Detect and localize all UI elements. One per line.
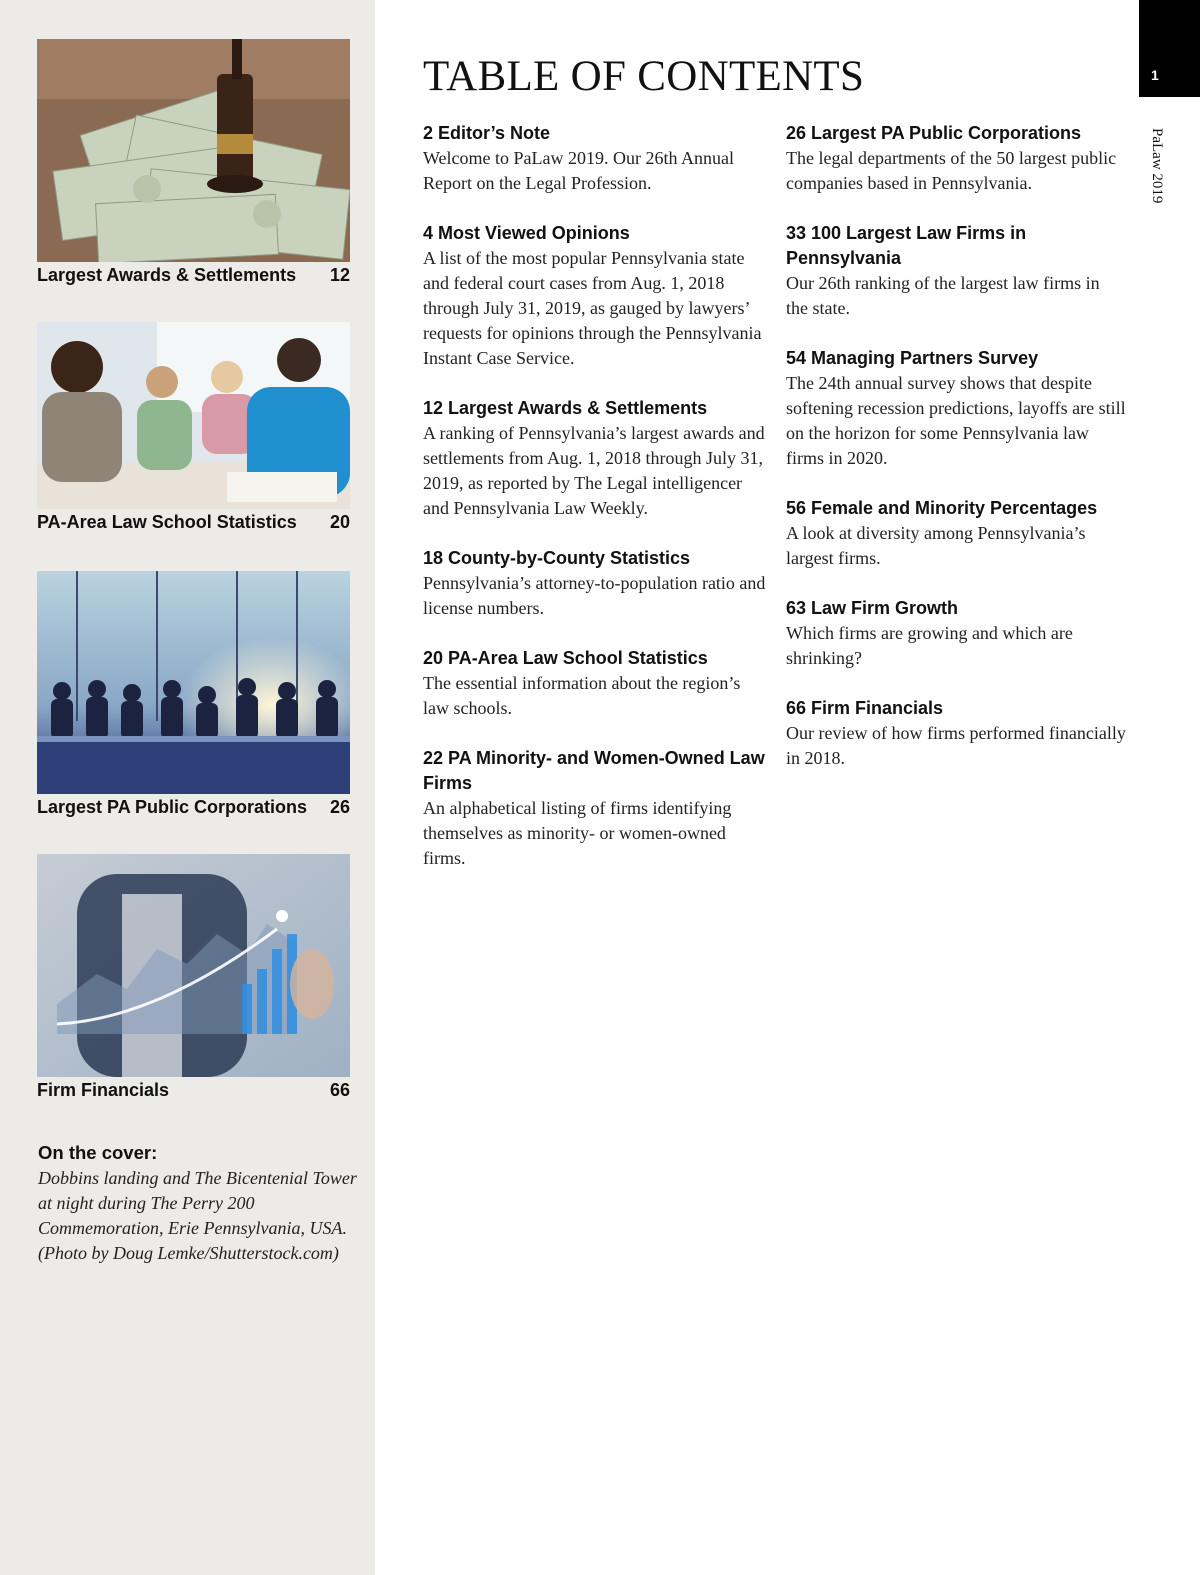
cover-label: On the cover: xyxy=(38,1142,158,1163)
feature-label: Largest PA Public Corporations xyxy=(37,797,308,817)
toc-heading: 18 County-by-County Statistics xyxy=(423,548,691,568)
toc-heading: 12 Largest Awards & Settlements xyxy=(423,398,708,418)
toc-column-left xyxy=(423,121,768,896)
toc-description: An alphabetical listing of firms identifying themselves as minority- or women-owned firms. xyxy=(423,798,732,868)
toc-description: The 24th annual survey shows that despite softening recession predictions, layoffs are still on the horizon for some Pennsylvania law firms in 2020. xyxy=(786,373,1126,468)
toc-description: A look at diversity among Pennsylvania’s largest firms. xyxy=(786,523,1086,568)
toc-entry[interactable] xyxy=(423,121,768,196)
toc-heading: 54 Managing Partners Survey xyxy=(786,348,1039,368)
toc-description: The legal departments of the 50 largest public companies based in Pennsylvania. xyxy=(786,148,1117,193)
toc-entry[interactable] xyxy=(423,746,768,871)
toc-entry[interactable] xyxy=(786,596,1126,671)
students-in-classroom-photo xyxy=(37,322,350,509)
feature-public-corporations[interactable] xyxy=(37,571,350,818)
toc-heading: 33 100 Largest Law Firms in Pennsylvania xyxy=(786,223,1027,268)
page-title: TABLE OF CONTENTS xyxy=(423,53,865,100)
feature-page-number: 26 xyxy=(329,797,350,817)
toc-heading: 63 Law Firm Growth xyxy=(786,598,959,618)
cover-note xyxy=(38,1142,358,1266)
toc-entry[interactable] xyxy=(786,346,1126,471)
toc-entry[interactable] xyxy=(423,396,768,521)
business-meeting-silhouettes-photo xyxy=(37,571,350,794)
toc-description: A list of the most popular Pennsylvania state and federal court cases from Aug. 1, 2018 through July 31, 2019, as gauged by lawyers’ requests for opinions through the Pennsylvania Instant Case Service. xyxy=(423,248,762,368)
feature-firm-financials[interactable] xyxy=(37,854,350,1101)
page-number-tab xyxy=(1139,0,1200,97)
cover-text: Dobbins landing and The Bicentenial Tower at night during The Perry 200 Commemoration, Erie Pennsylvania, USA. (Photo by Doug Lemke/Shutterstock.com) xyxy=(38,1168,357,1263)
feature-page-number: 66 xyxy=(329,1080,350,1100)
page-number: 1 xyxy=(1151,67,1159,83)
toc-heading: 66 Firm Financials xyxy=(786,698,944,718)
toc-description: A ranking of Pennsylvania’s largest awards and settlements from Aug. 1, 2018 through July 31, 2019, as reported by The Legal intelligencer and Pennsylvania Law Weekly. xyxy=(423,423,765,518)
feature-awards-settlements[interactable] xyxy=(37,39,350,286)
toc-entry[interactable] xyxy=(786,496,1126,571)
toc-entry[interactable] xyxy=(423,546,768,621)
toc-heading: 2 Editor’s Note xyxy=(423,123,551,143)
toc-entry[interactable] xyxy=(786,221,1126,321)
toc-description: Pennsylvania’s attorney-to-population ratio and license numbers. xyxy=(423,573,766,618)
feature-label: Largest Awards & Settlements xyxy=(37,265,297,285)
toc-heading: 22 PA Minority- and Women-Owned Law Firms xyxy=(423,748,765,793)
feature-label: Firm Financials xyxy=(37,1080,170,1100)
toc-description: Our 26th ranking of the largest law firms in the state. xyxy=(786,273,1100,318)
running-head-text: PaLaw 2019 xyxy=(1149,128,1165,204)
toc-heading: 56 Female and Minority Percentages xyxy=(786,498,1098,518)
sidebar xyxy=(0,0,375,1575)
toc-description: Our review of how firms performed financially in 2018. xyxy=(786,723,1126,768)
toc-description: Welcome to PaLaw 2019. Our 26th Annual Report on the Legal Profession. xyxy=(423,148,734,193)
toc-entry[interactable] xyxy=(423,221,768,371)
feature-page-number: 12 xyxy=(329,265,350,285)
toc-description: Which firms are growing and which are shrinking? xyxy=(786,623,1073,668)
feature-law-school-statistics[interactable] xyxy=(37,322,350,533)
feature-page-number: 20 xyxy=(329,512,350,532)
toc-entry[interactable] xyxy=(423,646,768,721)
toc-heading: 4 Most Viewed Opinions xyxy=(423,223,630,243)
financial-growth-chart-photo xyxy=(37,854,350,1077)
feature-label: PA-Area Law School Statistics xyxy=(37,512,297,532)
toc-heading: 20 PA-Area Law School Statistics xyxy=(423,648,708,668)
toc-description: The essential information about the region’s law schools. xyxy=(423,673,741,718)
toc-heading: 26 Largest PA Public Corporations xyxy=(786,123,1082,143)
toc-entry[interactable] xyxy=(786,696,1126,771)
toc-column-right xyxy=(786,121,1126,796)
gavel-and-money-photo xyxy=(37,39,350,262)
running-head xyxy=(1143,128,1167,218)
toc-entry[interactable] xyxy=(786,121,1126,196)
